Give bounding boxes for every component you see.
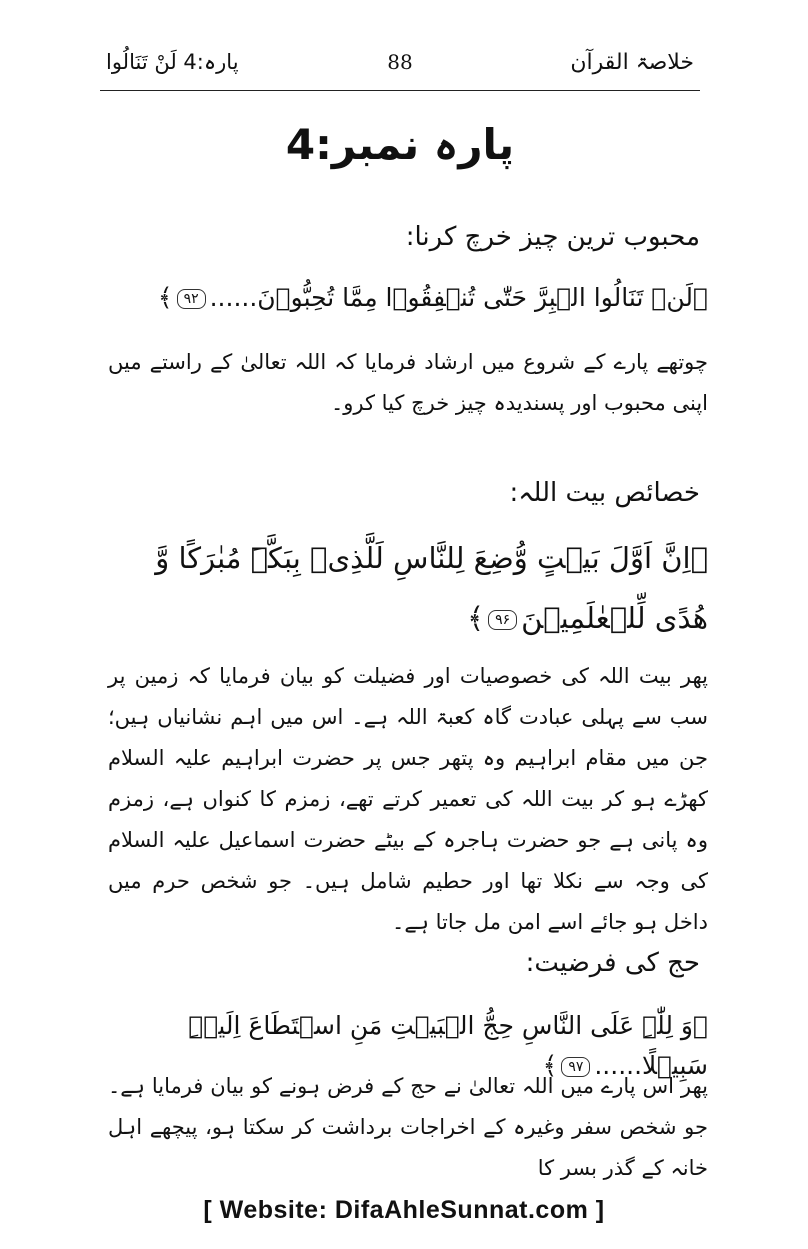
page-header: [100, 40, 700, 91]
verse-number-badge: ۹۶: [488, 610, 517, 630]
verse-close-bracket: ﴾: [542, 1051, 558, 1080]
verse-1: [108, 278, 708, 318]
verse-number-badge: ۹۲: [177, 289, 206, 309]
chapter-title: پارہ نمبر:4: [285, 120, 515, 169]
verse-text: ﴿لَنۡ تَنَالُوا الۡبِرَّ حَتّٰی تُنۡفِقُوۡا مِمَّا تُحِبُّوۡنَ......: [209, 283, 708, 312]
book-title: خلاصۃ القرآن: [570, 50, 694, 75]
section-heading-2: خصائص بیت اللہ:: [509, 478, 700, 508]
page-number: 88: [387, 50, 413, 74]
verse-close-bracket: ﴾: [467, 601, 485, 635]
website-footer: [ Website: DifaAhleSunnat.com ]: [203, 1196, 605, 1224]
section-heading-3: حج کی فرضیت:: [525, 948, 700, 978]
verse-2: [108, 528, 708, 648]
verse-text: ﴿اِنَّ اَوَّلَ بَیۡتٍ وُّضِعَ لِلنَّاسِ لَلَّذِیۡ بِبَکَّۃَ مُبٰرَکًا وَّ ھُدًی لِّلۡعٰلَمِیۡنَ: [155, 541, 708, 635]
verse-close-bracket: ﴾: [157, 283, 173, 312]
section-heading-1: محبوب ترین چیز خرچ کرنا:: [405, 222, 700, 252]
paragraph-2: پھر بیت اللہ کی خصوصیات اور فضیلت کو بیان فرمایا کہ زمین پر سب سے پہلی عبادت گاہ کعبۃ اللہ ہے۔ اس میں اہم نشانیاں ہیں؛ جن میں مقام ابراہیم وہ پتھر جس پر حضرت ابراہیم علیہ السلام کھڑے ہو کر بیت اللہ کی تعمیر کرتے تھے، زمزم کا کنواں ہے، زمزم وہ پانی ہے جو حضرت ہاجرہ کے بیٹے حضرت اسماعیل علیہ السلام کی وجہ سے نکلا تھا اور حطیم شامل ہیں۔ جو شخص حرم میں داخل ہو جائے اسے امن مل جاتا ہے۔: [108, 664, 708, 934]
verse-text: ﴿وَ لِلّٰہِ عَلَی النَّاسِ حِجُّ الۡبَیۡتِ مَنِ اسۡتَطَاعَ اِلَیۡہِ سَبِیۡلًا......: [188, 1011, 708, 1080]
paragraph-3: پھر اس پارے میں اللہ تعالیٰ نے حج کے فرض ہونے کو بیان فرمایا ہے۔ جو شخص سفر وغیرہ کے اخراجات برداشت کر سکتا ہو، پیچھے اہل خانہ کے گذر بسر کا: [108, 1074, 708, 1180]
paragraph-1: چوتھے پارے کے شروع میں ارشاد فرمایا کہ اللہ تعالیٰ کے راستے میں اپنی محبوب اور پسندیدہ چیز خرچ کیا کرو۔: [108, 350, 708, 415]
verse-number-badge: ۹۷: [561, 1057, 590, 1077]
section-label: پارہ:4 لَنْ تَنَالُوا: [106, 50, 239, 74]
